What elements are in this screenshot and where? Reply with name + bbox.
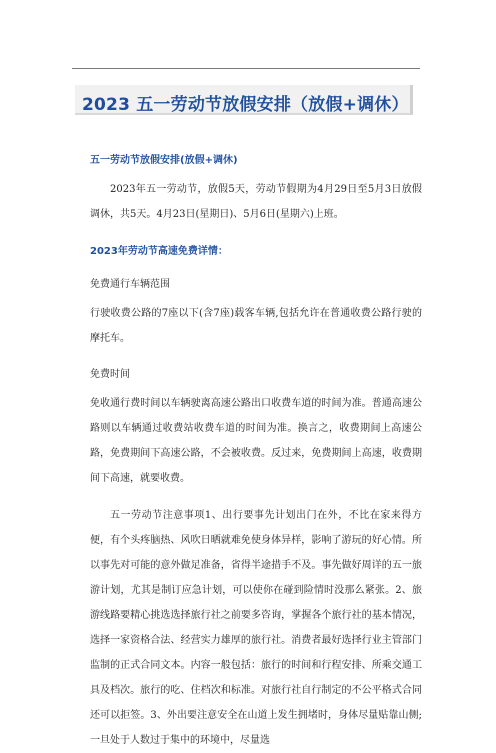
vehicle-scope-title: 免费通行车辆范围 — [90, 279, 170, 290]
document-body — [90, 151, 422, 753]
free-time-title: 免费时间 — [90, 369, 130, 380]
notes-paragraph: 五一劳动节注意事项1、出行要事先计划出门在外，不比在家来得方便，有个头疼脑热、风吹日晒就难免使身体异样，影响了游玩的好心情。所以事先对可能的意外做足准备，省得半途措手不及。事先做好周详的五一旅游计划，尤其是制订应急计划，可以使你在碰到险情时没那么紧张。2、旅游线路要精心挑选选择旅行社之前要多咨询，掌握各个旅行社的基本情况，选择一家资格合法、经营实力雄厚的旅行社。消费者最好选择行业主管部门监制的正式合同文本。内容一般包括：旅行的时间和行程安排、所乘交通工具及档次。旅行的吃、住档次和标准。对旅行社自行制定的不公平格式合同还可以拒签。3、外出要注意安全在山道上发生拥堵时，身体尽量贴靠山侧;一旦处于人数过于集中的环境中，尽量选 — [90, 510, 422, 746]
header-rule — [72, 68, 420, 69]
document-title: 2023 五一劳动节放假安排（放假+调休） — [82, 95, 409, 115]
intro-paragraph: 2023年五一劳动节，放假5天，劳动节假期为4月29日至5月3日放假调休，共5天。4月23日(星期日)、5月6日(星期六)上班。 — [90, 184, 422, 220]
free-time-paragraph: 免收通行费时间以车辆驶离高速公路出口收费车道的时间为准。普通高速公路则以车辆通过收费站收费车道的时间为准。换言之，收费期间上高速公路，免费期间下高速公路，不会被收费。反过来，免费期间上高速，收费期间下高速，就要收费。 — [90, 398, 422, 484]
section-heading: 五一劳动节放假安排(放假+调休) — [90, 155, 238, 166]
toll-heading: 2023年劳动节高速免费详情： — [90, 246, 228, 257]
vehicle-scope-paragraph: 行驶收费公路的7座以下(含7座)载客车辆,包括允许在普通收费公路行驶的摩托车。 — [90, 308, 422, 344]
